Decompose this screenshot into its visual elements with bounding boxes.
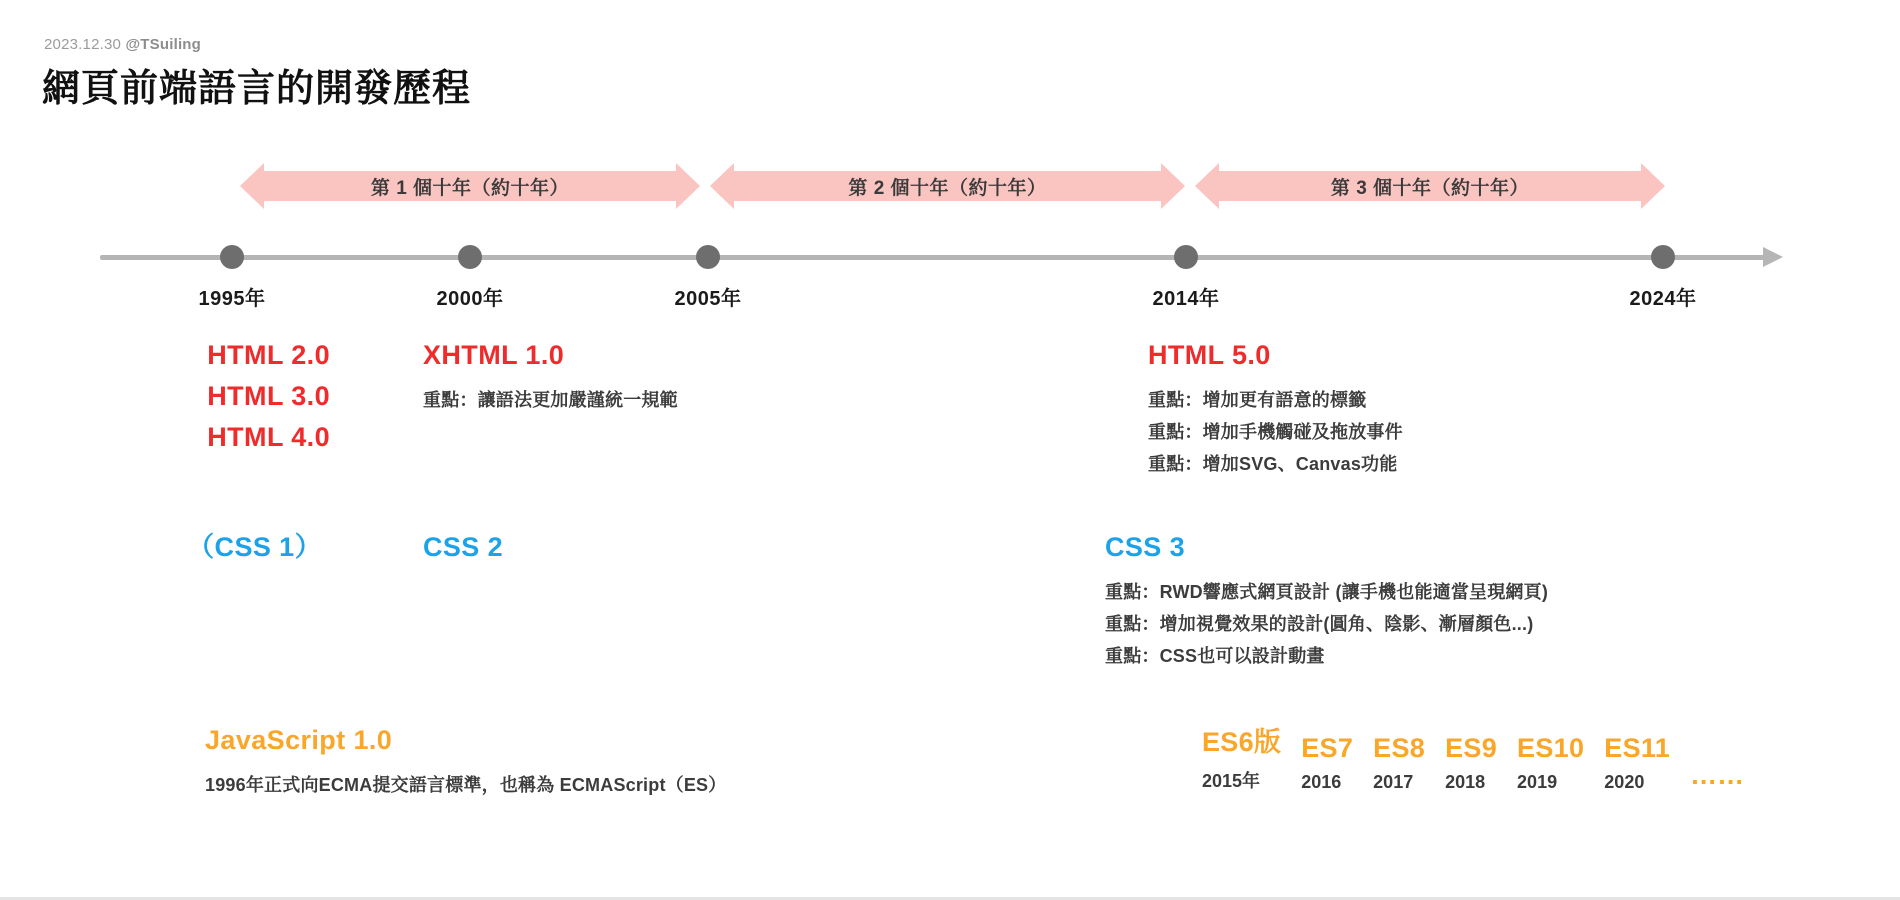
es-version-year: 2015年 bbox=[1202, 771, 1261, 791]
es-version-year: 2019 bbox=[1517, 772, 1558, 792]
es-version-name: ES6版 bbox=[1202, 727, 1282, 757]
timeline-node-label: 1995年 bbox=[198, 288, 266, 310]
arrow-right-tip-icon bbox=[676, 163, 700, 209]
css3-note-2: 重點：增加視覺效果的設計(圓角、陰影、漸層顏色...) bbox=[1105, 614, 1534, 635]
es-version-name: ES11 bbox=[1604, 733, 1671, 763]
es-version-item bbox=[1373, 733, 1425, 793]
html5-note-3: 重點：增加SVG、Canvas功能 bbox=[1148, 454, 1398, 475]
es-version-row bbox=[1202, 720, 1744, 793]
html5-note-1: 重點：增加更有語意的標籤 bbox=[1148, 390, 1367, 411]
html5-note-2: 重點：增加手機觸碰及拖放事件 bbox=[1148, 422, 1403, 443]
es-version-year: 2018 bbox=[1445, 772, 1486, 792]
es-version-item bbox=[1604, 733, 1670, 793]
css2-2000-group bbox=[423, 527, 503, 568]
timeline-node bbox=[458, 245, 482, 269]
es-versions-group bbox=[1202, 720, 1744, 793]
es-version-name: ES8 bbox=[1373, 733, 1426, 763]
timeline-node bbox=[220, 245, 244, 269]
decade-label: 第 1 個十年（約十年） bbox=[370, 177, 570, 199]
decade-arrow-1 bbox=[240, 163, 700, 209]
css1-1995-group bbox=[100, 527, 322, 568]
byline bbox=[44, 36, 201, 53]
decade-label: 第 2 個十年（約十年） bbox=[848, 177, 1047, 199]
es-version-name: ES7 bbox=[1301, 733, 1354, 763]
byline-handle: @TSuiling bbox=[125, 36, 202, 53]
timeline-axis bbox=[100, 255, 1765, 260]
es-version-trailing: …… bbox=[1690, 760, 1745, 790]
timeline-node-label: 2000年 bbox=[436, 288, 504, 310]
xhtml-title: XHTML 1.0 bbox=[423, 340, 565, 370]
es-version-year: 2016 bbox=[1301, 772, 1342, 792]
arrow-right-tip-icon bbox=[1161, 163, 1185, 209]
css2-title: CSS 2 bbox=[423, 532, 504, 562]
timeline-node-label: 2005年 bbox=[674, 288, 742, 310]
es-version-item bbox=[1517, 733, 1584, 793]
decade-arrow-2 bbox=[710, 163, 1185, 209]
css1-title: （CSS 1） bbox=[187, 532, 322, 562]
decade-arrow-3 bbox=[1195, 163, 1665, 209]
html-3-title: HTML 3.0 bbox=[207, 381, 330, 412]
javascript-1995-group bbox=[205, 720, 726, 801]
html-4-title: HTML 4.0 bbox=[207, 422, 330, 453]
decade-label: 第 3 個十年（約十年） bbox=[1330, 177, 1530, 199]
timeline-node-label: 2024年 bbox=[1629, 288, 1697, 310]
es-version-item bbox=[1202, 720, 1281, 793]
css3-note-3: 重點：CSS也可以設計動畫 bbox=[1105, 646, 1325, 667]
css3-2014-group bbox=[1105, 527, 1548, 672]
byline-date: 2023.12.30 bbox=[44, 36, 122, 53]
timeline-node bbox=[696, 245, 720, 269]
es-version-name: ES10 bbox=[1517, 733, 1585, 763]
css3-title: CSS 3 bbox=[1105, 532, 1186, 562]
timeline-arrow-icon bbox=[1763, 247, 1783, 267]
es-version-item bbox=[1301, 733, 1353, 793]
xhtml-2000-group bbox=[423, 335, 678, 416]
timeline-node-label: 2014年 bbox=[1152, 288, 1220, 310]
javascript-note-1: 1996年正式向ECMA提交語言標準，也稱為 ECMAScript（ES） bbox=[205, 775, 727, 796]
html5-title: HTML 5.0 bbox=[1148, 340, 1271, 370]
arrow-left-tip-icon bbox=[1195, 163, 1219, 209]
javascript-title: JavaScript 1.0 bbox=[205, 725, 393, 755]
es-version-year: 2017 bbox=[1373, 772, 1414, 792]
es-version-item bbox=[1445, 733, 1497, 793]
es-version-year: 2020 bbox=[1604, 772, 1645, 792]
page-title: 網頁前端語言的開發歷程 bbox=[42, 68, 472, 110]
arrow-right-tip-icon bbox=[1641, 163, 1665, 209]
html-1995-group bbox=[100, 335, 330, 458]
timeline-node bbox=[1174, 245, 1198, 269]
arrow-left-tip-icon bbox=[240, 163, 264, 209]
xhtml-note-1: 重點：讓語法更加嚴謹統一規範 bbox=[423, 390, 678, 411]
arrow-left-tip-icon bbox=[710, 163, 734, 209]
es-version-name: ES9 bbox=[1445, 733, 1498, 763]
timeline-node bbox=[1651, 245, 1675, 269]
html5-2014-group bbox=[1148, 335, 1403, 480]
css3-note-1: 重點：RWD響應式網頁設計 (讓手機也能適當呈現網頁) bbox=[1105, 582, 1549, 603]
html-2-title: HTML 2.0 bbox=[207, 340, 330, 370]
